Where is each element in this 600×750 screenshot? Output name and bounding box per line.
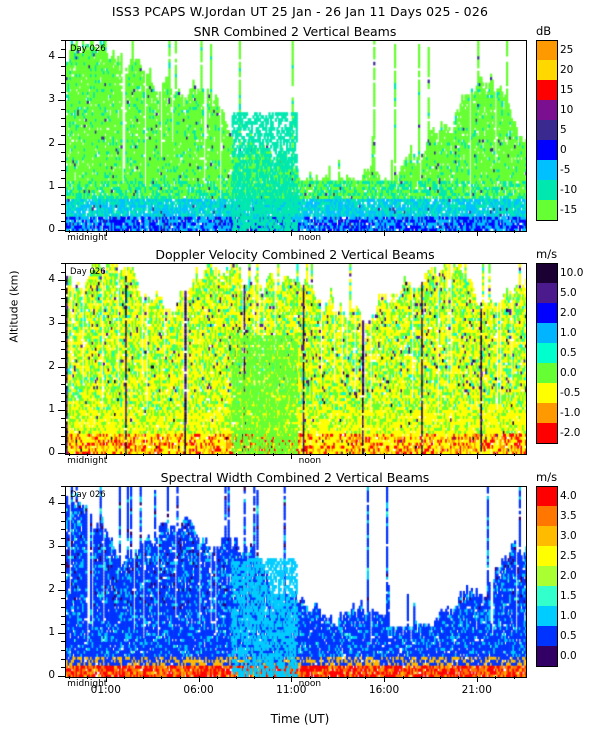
x-tick-mark (161, 230, 162, 233)
y-tick-mark (58, 144, 65, 145)
y-tick-mark (58, 100, 65, 101)
plot-area-spectral-width (65, 486, 527, 678)
y-tick-label: 4 (48, 273, 55, 286)
y-axis-label: Altitude (km) (7, 270, 21, 343)
y-minor-tick (61, 624, 65, 625)
x-tick-mark (403, 453, 404, 456)
y-minor-tick (61, 427, 65, 428)
x-tick-mark (403, 676, 404, 679)
colorbar-swatch (536, 343, 558, 363)
colorbar-tick-label: 0.0 (560, 650, 577, 662)
y-minor-tick (61, 109, 65, 110)
colorbar-tick-label: 20 (560, 64, 574, 76)
y-minor-tick (61, 564, 65, 565)
y-minor-tick (61, 529, 65, 530)
x-tick-mark (514, 230, 515, 233)
y-tick-mark (58, 546, 65, 547)
x-tick-mark (477, 676, 478, 682)
y-minor-tick (61, 92, 65, 93)
y-tick-label: 0 (48, 446, 55, 458)
x-tick-label: 06:00 (183, 684, 214, 696)
y-minor-tick (61, 358, 65, 359)
y-minor-tick (61, 221, 65, 222)
y-tick-mark (58, 590, 65, 591)
colorbar-tick-label: 0.0 (560, 367, 577, 379)
y-minor-tick (61, 512, 65, 513)
y-tick-mark (58, 57, 65, 58)
x-tick-mark (236, 230, 237, 233)
y-tick-label: 3 (48, 316, 55, 329)
y-tick-mark (58, 367, 65, 368)
x-sub-label: midnight (67, 679, 108, 689)
colorbar-swatch (536, 586, 558, 606)
panel-doppler (0, 245, 600, 466)
colorbar-swatch (536, 100, 558, 120)
y-minor-tick (61, 667, 65, 668)
colorbar-tick-label: -5 (560, 164, 571, 176)
x-tick-mark (347, 230, 348, 233)
colorbar-swatch (536, 40, 558, 61)
colorbar-swatch (536, 200, 558, 221)
panel-title-doppler: Doppler Velocity Combined 2 Vertical Beams (155, 247, 435, 262)
colorbar-swatch (536, 180, 558, 200)
y-minor-tick (61, 444, 65, 445)
plot-area-doppler (65, 263, 527, 455)
y-minor-tick (61, 152, 65, 153)
x-tick-mark (273, 230, 274, 233)
y-tick-label: 4 (48, 496, 55, 509)
x-tick-mark (421, 676, 422, 679)
y-minor-tick (61, 486, 65, 487)
x-tick-mark (365, 230, 366, 233)
y-minor-tick (61, 263, 65, 264)
x-tick-mark (347, 676, 348, 679)
day-label-doppler: Day 026 (70, 267, 106, 277)
y-tick-label: 0 (48, 669, 55, 681)
y-minor-tick (61, 436, 65, 437)
colorbar-tick-label: 1.5 (560, 590, 577, 602)
y-tick-label: 2 (48, 136, 55, 149)
x-tick-mark (440, 453, 441, 456)
panel-snr (0, 22, 600, 243)
y-tick-mark (58, 453, 65, 454)
y-tick-mark (58, 676, 65, 677)
x-tick-mark (421, 453, 422, 456)
colorbar-tick-label: 4.0 (560, 490, 577, 502)
x-tick-label: 11:00 (276, 684, 307, 696)
y-minor-tick (61, 332, 65, 333)
colorbar-swatch (536, 383, 558, 403)
y-minor-tick (61, 213, 65, 214)
x-tick-mark (199, 453, 200, 459)
colorbar-swatch (536, 60, 558, 80)
colorbar-tick-label: 0.5 (560, 347, 577, 359)
x-sub-label: noon (298, 233, 322, 243)
x-tick-mark (199, 230, 200, 236)
y-tick-label: 2 (48, 359, 55, 372)
x-tick-mark (161, 453, 162, 456)
y-tick-mark (58, 410, 65, 411)
x-tick-mark (199, 676, 200, 682)
y-minor-tick (61, 315, 65, 316)
colorbar-swatch (536, 606, 558, 626)
x-tick-mark (217, 676, 218, 679)
y-tick-label: 0 (48, 223, 55, 235)
colorbar-tick-label: 3.0 (560, 530, 577, 542)
colorbar-unit-doppler: m/s (536, 247, 558, 261)
x-tick-label: 16:00 (368, 684, 400, 696)
y-minor-tick (61, 401, 65, 402)
panel-title-snr: SNR Combined 2 Vertical Beams (193, 24, 397, 39)
x-tick-mark (347, 453, 348, 456)
x-tick-mark (124, 230, 125, 233)
y-tick-label: 1 (48, 179, 55, 192)
x-tick-mark (514, 453, 515, 456)
x-tick-mark (180, 230, 181, 233)
x-tick-mark (143, 676, 144, 679)
y-minor-tick (61, 393, 65, 394)
y-minor-tick (61, 83, 65, 84)
x-tick-mark (384, 453, 385, 459)
x-tick-mark (495, 230, 496, 233)
y-minor-tick (61, 641, 65, 642)
colorbar-swatch (536, 263, 558, 284)
y-minor-tick (61, 572, 65, 573)
x-tick-mark (124, 453, 125, 456)
y-minor-tick (61, 598, 65, 599)
figure-title: ISS3 PCAPS W.Jordan UT 25 Jan - 26 Jan 11 Days 025 - 026 (111, 4, 489, 19)
day-label-snr: Day 026 (70, 44, 106, 54)
colorbar-swatch (536, 363, 558, 383)
y-minor-tick (61, 538, 65, 539)
y-minor-tick (61, 650, 65, 651)
x-tick-label: 21:00 (461, 684, 492, 696)
x-tick-mark (477, 453, 478, 459)
colorbar-tick-label: 1.0 (560, 610, 577, 622)
y-minor-tick (61, 195, 65, 196)
colorbar-tick-label: -15 (560, 204, 578, 216)
colorbar-swatch (536, 120, 558, 140)
colorbar-swatch (536, 423, 558, 444)
x-tick-mark (458, 230, 459, 233)
y-minor-tick (61, 495, 65, 496)
y-tick-mark (58, 633, 65, 634)
x-tick-mark (384, 676, 385, 682)
y-tick-label: 1 (48, 402, 55, 415)
y-minor-tick (61, 289, 65, 290)
y-minor-tick (61, 75, 65, 76)
x-tick-mark (365, 676, 366, 679)
x-tick-mark (421, 230, 422, 233)
x-tick-mark (236, 453, 237, 456)
colorbar-swatch (536, 80, 558, 100)
colorbar-tick-label: 2.0 (560, 307, 577, 319)
x-tick-mark (495, 676, 496, 679)
colorbar-swatch (536, 160, 558, 180)
y-tick-mark (58, 503, 65, 504)
y-minor-tick (61, 135, 65, 136)
x-tick-mark (514, 676, 515, 679)
colorbar-unit-snr: dB (536, 24, 552, 38)
x-tick-mark (440, 676, 441, 679)
colorbar-tick-label: 5 (560, 124, 567, 136)
x-axis-label: Time (UT) (270, 712, 330, 726)
x-tick-mark (180, 676, 181, 679)
y-minor-tick (61, 306, 65, 307)
x-tick-mark (254, 230, 255, 233)
colorbar-tick-label: 0.5 (560, 630, 577, 642)
colorbar-tick-label: 10 (560, 104, 574, 116)
y-minor-tick (61, 298, 65, 299)
colorbar-tick-label: 15 (560, 84, 574, 96)
x-tick-mark (458, 453, 459, 456)
x-tick-mark (180, 453, 181, 456)
colorbar-tick-label: -1.0 (560, 407, 581, 419)
colorbar-swatch (536, 140, 558, 160)
x-tick-label: 01:00 (90, 684, 121, 696)
colorbar-swatch (536, 626, 558, 646)
plot-area-snr (65, 40, 527, 232)
x-sub-label: midnight (67, 233, 108, 243)
x-tick-mark (236, 676, 237, 679)
x-tick-mark (254, 453, 255, 456)
y-minor-tick (61, 40, 65, 41)
y-tick-mark (58, 187, 65, 188)
y-minor-tick (61, 66, 65, 67)
x-sub-label: noon (298, 456, 322, 466)
x-tick-mark (477, 230, 478, 236)
colorbar-tick-label: -10 (560, 184, 578, 196)
colorbar-tick-label: 0 (560, 144, 567, 156)
colorbar-tick-label: 2.0 (560, 570, 577, 582)
y-tick-label: 3 (48, 539, 55, 552)
x-sub-label: midnight (67, 456, 108, 466)
y-minor-tick (61, 126, 65, 127)
y-tick-label: 1 (48, 625, 55, 638)
y-tick-mark (58, 323, 65, 324)
y-tick-mark (58, 230, 65, 231)
x-tick-mark (254, 676, 255, 679)
y-minor-tick (61, 272, 65, 273)
y-minor-tick (61, 384, 65, 385)
y-minor-tick (61, 349, 65, 350)
x-tick-mark (143, 453, 144, 456)
colorbar-swatch (536, 506, 558, 526)
x-tick-mark (440, 230, 441, 233)
x-tick-mark (365, 453, 366, 456)
y-tick-label: 3 (48, 93, 55, 106)
x-tick-mark (217, 230, 218, 233)
x-sub-label: noon (298, 679, 322, 689)
y-minor-tick (61, 170, 65, 171)
x-tick-mark (217, 453, 218, 456)
y-tick-mark (58, 280, 65, 281)
colorbar-swatch (536, 283, 558, 303)
y-minor-tick (61, 607, 65, 608)
y-minor-tick (61, 204, 65, 205)
colorbar-swatch (536, 646, 558, 667)
x-tick-mark (161, 676, 162, 679)
y-minor-tick (61, 521, 65, 522)
colorbar-swatch (536, 566, 558, 586)
x-tick-mark (384, 230, 385, 236)
y-minor-tick (61, 49, 65, 50)
colorbar-tick-label: 5.0 (560, 287, 577, 299)
panel-title-spectral-width: Spectral Width Combined 2 Vertical Beams (160, 470, 430, 485)
x-tick-mark (458, 676, 459, 679)
x-tick-mark (495, 453, 496, 456)
x-tick-mark (403, 230, 404, 233)
y-minor-tick (61, 118, 65, 119)
colorbar-swatch (536, 546, 558, 566)
day-label-spectral-width: Day 026 (70, 490, 106, 500)
x-tick-mark (273, 453, 274, 456)
y-minor-tick (61, 659, 65, 660)
colorbar-tick-label: -0.5 (560, 387, 581, 399)
colorbar-tick-label: 2.5 (560, 550, 577, 562)
colorbar-tick-label: 10.0 (560, 267, 584, 279)
colorbar-tick-label: 1.0 (560, 327, 577, 339)
y-minor-tick (61, 581, 65, 582)
y-minor-tick (61, 161, 65, 162)
y-minor-tick (61, 555, 65, 556)
colorbar-swatch (536, 486, 558, 507)
y-minor-tick (61, 616, 65, 617)
colorbar-swatch (536, 403, 558, 423)
colorbar-tick-label: 25 (560, 44, 574, 56)
x-tick-mark (143, 230, 144, 233)
y-minor-tick (61, 178, 65, 179)
y-tick-label: 4 (48, 50, 55, 63)
colorbar-tick-label: 3.5 (560, 510, 577, 522)
x-tick-mark (124, 676, 125, 679)
x-tick-mark (273, 676, 274, 679)
colorbar-tick-label: -2.0 (560, 427, 581, 439)
y-minor-tick (61, 341, 65, 342)
colorbar-swatch (536, 526, 558, 546)
y-minor-tick (61, 418, 65, 419)
y-tick-label: 2 (48, 582, 55, 595)
y-minor-tick (61, 375, 65, 376)
colorbar-unit-spectral-width: m/s (536, 470, 558, 484)
panel-spectral-width (0, 468, 600, 708)
colorbar-swatch (536, 303, 558, 323)
colorbar-swatch (536, 323, 558, 343)
